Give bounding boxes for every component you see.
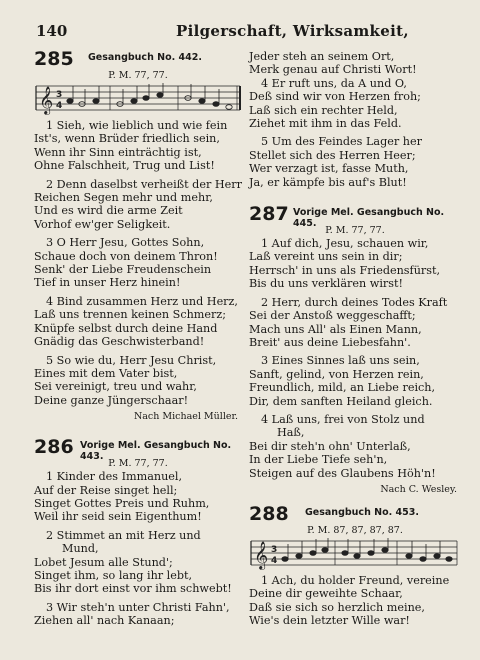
verse-line: Senk' der Liebe Freudenschein bbox=[34, 263, 212, 277]
verse bbox=[249, 574, 461, 628]
verse-line: Wenn ihr Sinn einträchtig ist, bbox=[34, 145, 202, 159]
hymn-286-continued bbox=[249, 50, 461, 189]
right-column bbox=[249, 50, 461, 628]
verse-line: Dir, dem sanften Heiland gleich. bbox=[249, 394, 433, 408]
verse-line: 2 Denn daselbst verheißt der Herr bbox=[46, 177, 242, 191]
verse-line: Ist's, wenn Brüder friedlich sein, bbox=[34, 132, 220, 146]
verse-line: 4 Er ruft uns, da A und O, bbox=[261, 76, 407, 90]
verse-line: Schaue doch von deinem Thron! bbox=[34, 249, 218, 263]
hymn-source: Vorige Mel. Gesangbuch No. 445. bbox=[293, 207, 445, 230]
left-column bbox=[34, 50, 242, 628]
verse-line: 1 Kinder des Immanuel, bbox=[46, 470, 183, 484]
svg-text:4: 4 bbox=[56, 101, 63, 111]
verse bbox=[249, 135, 461, 189]
verse-line: Sanft, gelind, von Herzen rein, bbox=[249, 367, 424, 381]
verse-line: 1 Sieh, wie lieblich und wie fein bbox=[46, 119, 228, 132]
verse-line: 3 Wir steh'n unter Christi Fahn', bbox=[46, 600, 230, 614]
verse bbox=[34, 354, 242, 408]
hymn-meter: P. M. 77, 77. bbox=[108, 70, 168, 81]
verse-line: 4 Bind zusammen Herz und Herz, bbox=[46, 294, 238, 308]
verse-line: Wie's dein letzter Wille war! bbox=[249, 614, 410, 628]
verse-line: Auf der Reise singet hell; bbox=[34, 483, 178, 497]
verse bbox=[249, 413, 461, 480]
verse bbox=[249, 296, 461, 350]
verse bbox=[249, 77, 461, 131]
hymn-286 bbox=[34, 438, 242, 627]
verse-line: 3 Eines Sinnes laß uns sein, bbox=[261, 354, 420, 368]
verse-line: Wer verzagt ist, fasse Muth, bbox=[249, 162, 409, 176]
verse-line: 5 So wie du, Herr Jesu Christ, bbox=[46, 353, 217, 367]
hymn-285 bbox=[34, 50, 242, 422]
hymn-attribution: Nach Michael Müller. bbox=[133, 411, 238, 423]
page-number: 140 bbox=[36, 22, 68, 40]
hymn-source: Gesangbuch No. 442. bbox=[88, 52, 202, 63]
verse-line: Ziehet mit ihm in das Feld. bbox=[249, 117, 402, 131]
verse-line: Deß sind wir von Herzen froh; bbox=[249, 90, 421, 104]
verse-line: Stellet sich des Herren Heer; bbox=[249, 148, 416, 162]
page-header bbox=[36, 22, 466, 42]
verse-line: Jeder steh an seinem Ort, bbox=[249, 50, 395, 63]
verse-line: 1 Auf dich, Jesu, schauen wir, bbox=[261, 237, 429, 251]
verse-line: Singet Gottes Preis und Ruhm, bbox=[34, 496, 210, 510]
hymn-number: 286 bbox=[34, 436, 74, 459]
verse-line: Eines mit dem Vater bist, bbox=[34, 366, 178, 380]
verse bbox=[34, 236, 242, 290]
verse-line: Weil ihr seid sein Eigenthum! bbox=[34, 510, 202, 524]
music-staff bbox=[34, 82, 242, 116]
verse-line: Herrsch' in uns als Friedensfürst, bbox=[249, 263, 441, 277]
verse-line: Steigen auf des Glaubens Höh'n! bbox=[249, 466, 436, 480]
verse-line: 3 O Herr Jesu, Gottes Sohn, bbox=[46, 236, 205, 250]
verse bbox=[34, 529, 242, 596]
verse-line: 2 Stimmet an mit Herz und bbox=[46, 528, 201, 542]
verse bbox=[34, 295, 242, 349]
hymn-meter: P. M. 77, 77. bbox=[108, 458, 168, 470]
verse-line: Breit' aus deine Liebesfahn'. bbox=[249, 335, 411, 349]
verse-line: Mach uns All' als Einen Mann, bbox=[249, 322, 422, 336]
svg-text:4: 4 bbox=[271, 555, 278, 566]
hymn-number: 288 bbox=[249, 502, 289, 525]
verse-line: Und es wird die arme Zeit bbox=[34, 204, 183, 218]
verse-line: Merk genau auf Christi Wort! bbox=[249, 63, 417, 77]
hymn-meter: P. M. 87, 87, 87, 87. bbox=[307, 524, 403, 536]
running-title: Pilgerschaft, Wirksamkeit, bbox=[176, 22, 409, 40]
verse-line: Vorhof ew'ger Seligkeit. bbox=[34, 217, 171, 231]
hymn-287 bbox=[249, 205, 461, 495]
verse bbox=[34, 601, 242, 628]
verse bbox=[249, 237, 461, 291]
verse-line: Ja, er kämpfe bis auf's Blut! bbox=[249, 175, 407, 189]
verse-line: Ohne Falschheit, Trug und List! bbox=[34, 159, 215, 173]
verse-line: 4 Laß uns, frei von Stolz und bbox=[261, 412, 425, 426]
verse-line: Deine dir geweihte Schaar, bbox=[249, 587, 403, 601]
verse-line: Reichen Segen mehr und mehr, bbox=[34, 191, 213, 205]
verse-line: Ziehen all' nach Kanaan; bbox=[34, 614, 175, 628]
hymn-meter: P. M. 77, 77. bbox=[325, 225, 385, 237]
hymn-number: 285 bbox=[34, 48, 74, 70]
verse-line: Tief in unser Herz hinein! bbox=[34, 276, 181, 290]
svg-text:𝄞: 𝄞 bbox=[39, 86, 54, 114]
verse-line: Mund, bbox=[62, 542, 99, 556]
verse-line: Bis ihr dort einst vor ihm schwebt! bbox=[34, 582, 232, 596]
hymn-288 bbox=[249, 502, 461, 628]
verse bbox=[34, 178, 242, 232]
verse-line: Freundlich, mild, an Liebe reich, bbox=[249, 381, 436, 395]
verse-line: Deine ganze Jüngerschaar! bbox=[34, 393, 189, 407]
svg-text:3: 3 bbox=[56, 90, 63, 100]
verse bbox=[249, 354, 461, 408]
hymn-number: 287 bbox=[249, 203, 289, 226]
verse-line: 5 Um des Feindes Lager her bbox=[261, 135, 422, 149]
svg-text:𝄞: 𝄞 bbox=[254, 540, 269, 569]
music-staff bbox=[249, 537, 459, 571]
hymn-attribution: Nach C. Wesley. bbox=[380, 483, 457, 495]
verse-line: Lobet Jesum alle Stund'; bbox=[34, 555, 173, 569]
verse bbox=[34, 470, 242, 524]
hymn-source: Vorige Mel. Gesangbuch No. 443. bbox=[80, 440, 232, 463]
verse-line: Sei vereinigt, treu und wahr, bbox=[34, 380, 197, 394]
verse-line: In der Liebe Tiefe seh'n, bbox=[249, 453, 388, 467]
verse-line: Knüpfe selbst durch deine Hand bbox=[34, 321, 218, 335]
verse-line: 1 Ach, du holder Freund, vereine bbox=[261, 573, 450, 587]
verse-line: 2 Herr, durch deines Todes Kraft bbox=[261, 295, 448, 309]
verse-line: Daß sie sich so herzlich meine, bbox=[249, 600, 425, 614]
verse-line: Haß, bbox=[277, 426, 305, 440]
verse-line: Singet ihm, so lang ihr lebt, bbox=[34, 568, 193, 582]
verse-line: Gnädig das Geschwisterband! bbox=[34, 335, 205, 349]
verse-line: Sei der Anstoß weggeschafft; bbox=[249, 309, 416, 323]
verse-line: Laß uns trennen keinen Schmerz; bbox=[34, 308, 227, 322]
verse-line: Laß vereint uns sein in dir; bbox=[249, 250, 403, 264]
svg-text:3: 3 bbox=[271, 544, 278, 555]
verse-line: Bis du uns verklären wirst! bbox=[249, 277, 404, 291]
verse bbox=[34, 119, 242, 173]
verse-line: Laß sich ein rechter Held, bbox=[249, 103, 398, 117]
hymn-source: Gesangbuch No. 453. bbox=[305, 506, 419, 518]
verse-line: Bei dir steh'n ohn' Unterlaß, bbox=[249, 439, 411, 453]
